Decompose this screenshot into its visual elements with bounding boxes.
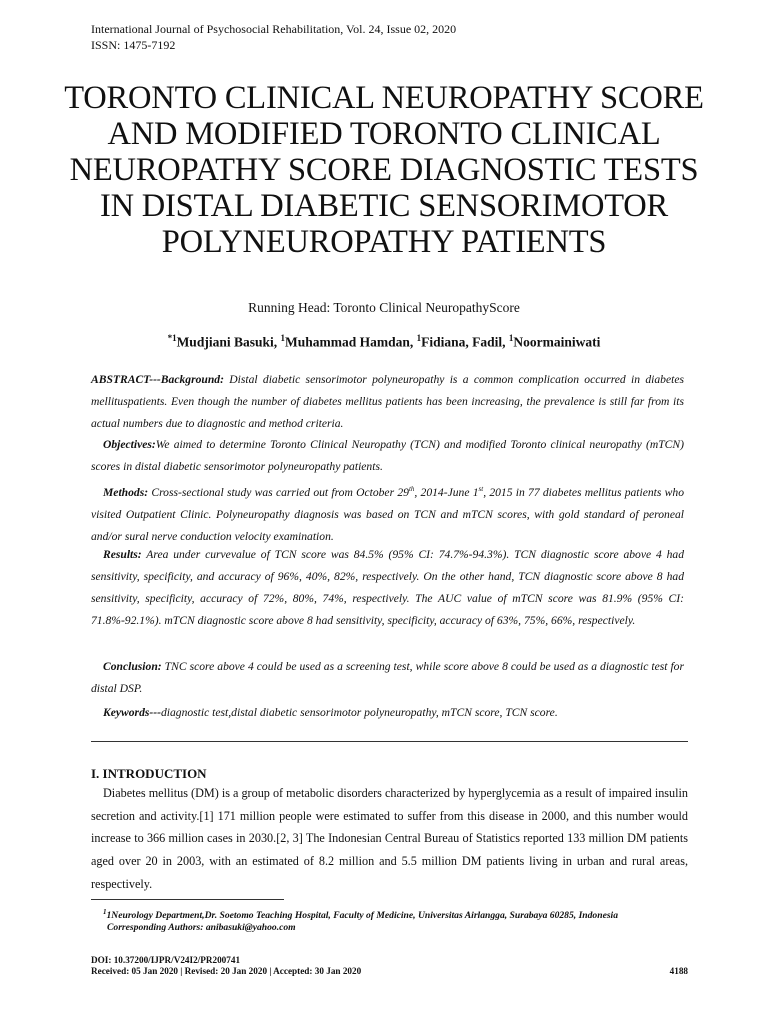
submission-dates: Received: 05 Jan 2020 | Revised: 20 Jan 2020 | Accepted: 30 Jan 2020 (91, 966, 362, 976)
abstract-methods-ordinal: th (408, 485, 415, 493)
abstract-methods-text: Cross-sectional study was carried out from October 29 (148, 485, 409, 499)
abstract-background-label: ABSTRACT---Background: (91, 373, 224, 386)
abstract-background-text: Distal diabetic sensorimotor polyneuropathy is a common complication occurred in diabetes mellituspatients. Even though the number of diabetes mellitus patients has been increasing, the prevalence is still far from its actual numbers due to diagnostic and method criteria. (91, 373, 684, 430)
author-affiliation-mark: 1 (416, 333, 422, 343)
running-head: Running Head: Toronto Clinical NeuropathyScore (248, 300, 520, 315)
issn: ISSN: 1475-7192 (91, 38, 176, 52)
abstract-methods-ordinal: st (478, 485, 484, 493)
author-name: Mudjiani Basuki, (176, 334, 278, 350)
abstract-methods-label: Methods: (103, 485, 149, 499)
page-number: 4188 (669, 966, 688, 976)
introduction-paragraph: Diabetes mellitus (DM) is a group of metabolic disorders characterized by hyperglycemia as a result of impaired insulin secretion and activity.[1] 171 million people were estimated to suffer from this disease in 2000, and this number would increase to 366 million cases in 2030.[2, 3] The Indonesian Central Bureau of Statistics reported 133 million DM patients aged over 20 in 2003, with an estimated of 8.2 million and 5.5 million DM patients living in urban and rural areas, respectively. (91, 786, 688, 891)
abstract-results (91, 544, 684, 632)
abstract-objectives (91, 434, 684, 478)
author-affiliation-mark: 1 (508, 333, 514, 343)
introduction-body (91, 782, 688, 896)
abstract-results-label: Results: (103, 548, 142, 561)
abstract-keywords-label: Keywords--- (103, 706, 161, 719)
author-name: Noormainiwati (513, 334, 601, 350)
abstract-results-text: Area under curvevalue of TCN score was 84.5% (95% CI: 74.7%-94.3%). TCN diagnostic score above 4 had sensitivity, specificity, and accuracy of 96%, 40%, 82%, respectively. On the other hand, TCN diagnostic score above 8 had sensitivity, specificity, accuracy of 72%, 80%, 74%, respectively. The AUC value of mTCN score was 81.9% (95% CI: 71.8%-92.1%). mTCN diagnostic score above 8 had sensitivity, specificity, accuracy of 63%, 75%, 66%, respectively. (91, 548, 684, 627)
abstract-methods (91, 478, 684, 548)
footnote-divider (91, 899, 284, 900)
section-divider (91, 741, 688, 742)
footnote (103, 906, 618, 934)
journal-header: International Journal of Psychosocial Rehabilitation, Vol. 24, Issue 02, 2020 (91, 22, 457, 36)
paper-title: TORONTO CLINICAL NEUROPATHY SCORE AND MODIFIED TORONTO CLINICAL NEUROPATHY SCORE DIAGNOSTIC TESTS IN DISTAL DIABETIC SENSORIMOTOR POLYNEUROPATHY PATIENTS (64, 80, 704, 260)
abstract-keywords (91, 702, 684, 724)
author-list (0, 333, 768, 351)
author-affiliation-mark: *1 (167, 333, 177, 343)
abstract-conclusion-label: Conclusion: (103, 660, 162, 673)
abstract-methods-text: , 2014-June 1 (414, 485, 479, 499)
abstract-background (91, 369, 684, 435)
abstract-objectives-label: Objectives: (103, 438, 156, 451)
abstract-conclusion-text: TNC score above 4 could be used as a screening test, while score above 8 could be used as a diagnostic test for distal DSP. (91, 660, 684, 695)
footnote-affiliation: $^1$1Neurology Department,Dr. Soetomo Teaching Hospital, Faculty of Medicine, Universitas Airlangga, Surabaya 60285, Indonesia (103, 908, 619, 922)
doi: DOI: 10.37200/IJPR/V24I2/PR200741 (91, 955, 241, 965)
section-heading: I. INTRODUCTION (91, 766, 207, 781)
abstract-objectives-text: We aimed to determine Toronto Clinical Neuropathy (TCN) and modified Toronto clinical neuropathy (mTCN) scores in distal diabetic sensorimotor polyneuropathy patients. (91, 438, 684, 473)
author-affiliation-mark: 1 (280, 333, 285, 343)
abstract-conclusion (91, 656, 684, 700)
corresponding-author: Corresponding Authors: anibasuki@yahoo.com (107, 922, 296, 934)
abstract-methods-text: , 2015 in 77 diabetes mellitus patients who visited Outpatient Clinic. Polyneuropathy diagnosis was based on TCN and mTCN scores, with gold standard of peroneal and/or sural nerve conduction velocity examination. (91, 485, 684, 543)
author-name: Muhammad Hamdan, (284, 334, 414, 350)
author-name: Fidiana, Fadil, (421, 334, 506, 350)
footnote-mark: 1 (103, 908, 107, 916)
abstract-keywords-text: diagnostic test,distal diabetic sensorimotor polyneuropathy, mTCN score, TCN score. (160, 706, 558, 719)
